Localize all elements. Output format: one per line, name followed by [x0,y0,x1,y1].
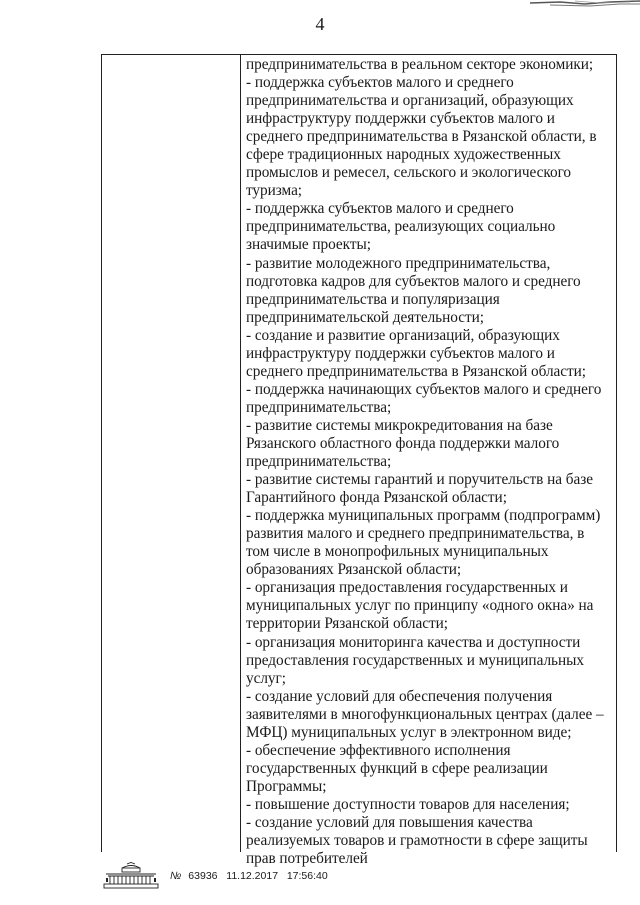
number-mark: № [170,870,182,882]
text-line: среднего предпринимательства в Рязанской области; [246,362,586,380]
text-line: - поддержка муниципальных программ (подпрограмм) [246,507,601,525]
text-line: - создание условий для повышения качества [246,813,533,831]
text-line: - развитие системы гарантий и поручительств на базе [246,471,593,489]
text-line: муниципальных услуг по принципу «одного окна» на [246,597,594,615]
text-line: - создание условий для обеспечения получения [246,687,553,705]
text-line: - поддержка начинающих субъектов малого и среднего [246,380,602,398]
text-line: туризма; [246,182,303,200]
text-line: предпринимательства; [246,453,392,471]
text-line: развития малого и среднего предпринимательства, в [246,525,585,543]
text-line: предпринимательства; [246,398,392,416]
text-line: реализуемых товаров и грамотности в сфере защиты [246,832,588,850]
text-line: - организация мониторинга качества и доступности [246,633,581,651]
text-line: - развитие системы микрокредитования на базе [246,416,553,434]
registration-stamp [170,870,328,882]
text-line: территории Рязанской области; [246,615,448,633]
scan-streak-artifact [530,0,640,10]
text-line: - поддержка субъектов малого и среднего [246,74,514,92]
text-line: том числе в монопрофильных муниципальных [246,543,549,561]
text-line: - создание и развитие организаций, образующих [246,326,560,344]
text-line: предпринимательства и популяризация [246,290,500,308]
text-line: - повышение доступности товаров для населения; [246,795,570,813]
text-line: подготовка кадров для субъектов малого и среднего [246,272,581,290]
text-line: значимые проекты; [246,236,371,254]
text-line: предоставления государственных и муниципальных [246,651,584,669]
text-line: сфере традиционных народных художественных [246,146,561,164]
page-number: 4 [315,14,325,34]
text-line: Рязанского областного фонда поддержки малого [246,434,560,452]
text-line: - поддержка субъектов малого и среднего [246,200,514,218]
text-line: государственных функций в сфере реализации [246,759,548,777]
text-line: предпринимательства, реализующих социально [246,218,556,236]
registration-number: 63936 [188,870,218,882]
text-line: Программы; [246,777,327,795]
text-line: инфраструктуру поддержки субъектов малого и [246,110,555,128]
text-line: предпринимательства в реальном секторе экономики; [246,56,594,73]
text-line: - обеспечение эффективного исполнения [246,741,511,759]
document-footer [100,862,620,892]
text-line: предпринимательской деятельности; [246,308,484,326]
text-line: среднего предпринимательства в Рязанской области, в [246,128,597,146]
text-line: - организация предоставления государственных и [246,579,568,597]
text-line: МФЦ) муниципальных услуг в электронном виде; [246,723,572,741]
text-line: предпринимательства и организаций, образующих [246,92,574,110]
text-line: промыслов и ремесел, сельского и экологического [246,164,572,182]
table-right-cell [246,56,614,868]
text-line: инфраструктуру поддержки субъектов малого и [246,344,555,362]
text-line: прав потребителей [246,850,368,868]
text-line: услуг; [246,669,286,687]
registration-date: 11.12.2017 [226,870,279,882]
text-line: Гарантийного фонда Рязанской области; [246,489,507,507]
text-line: образованиях Рязанской области; [246,561,462,579]
text-line: заявителями в многофункциональных центрах (далее – [246,705,604,723]
table-column-divider [240,54,241,852]
government-building-emblem-icon [100,862,162,890]
registration-time: 17:56:40 [286,870,328,882]
text-line: - развитие молодежного предпринимательства, [246,254,551,272]
